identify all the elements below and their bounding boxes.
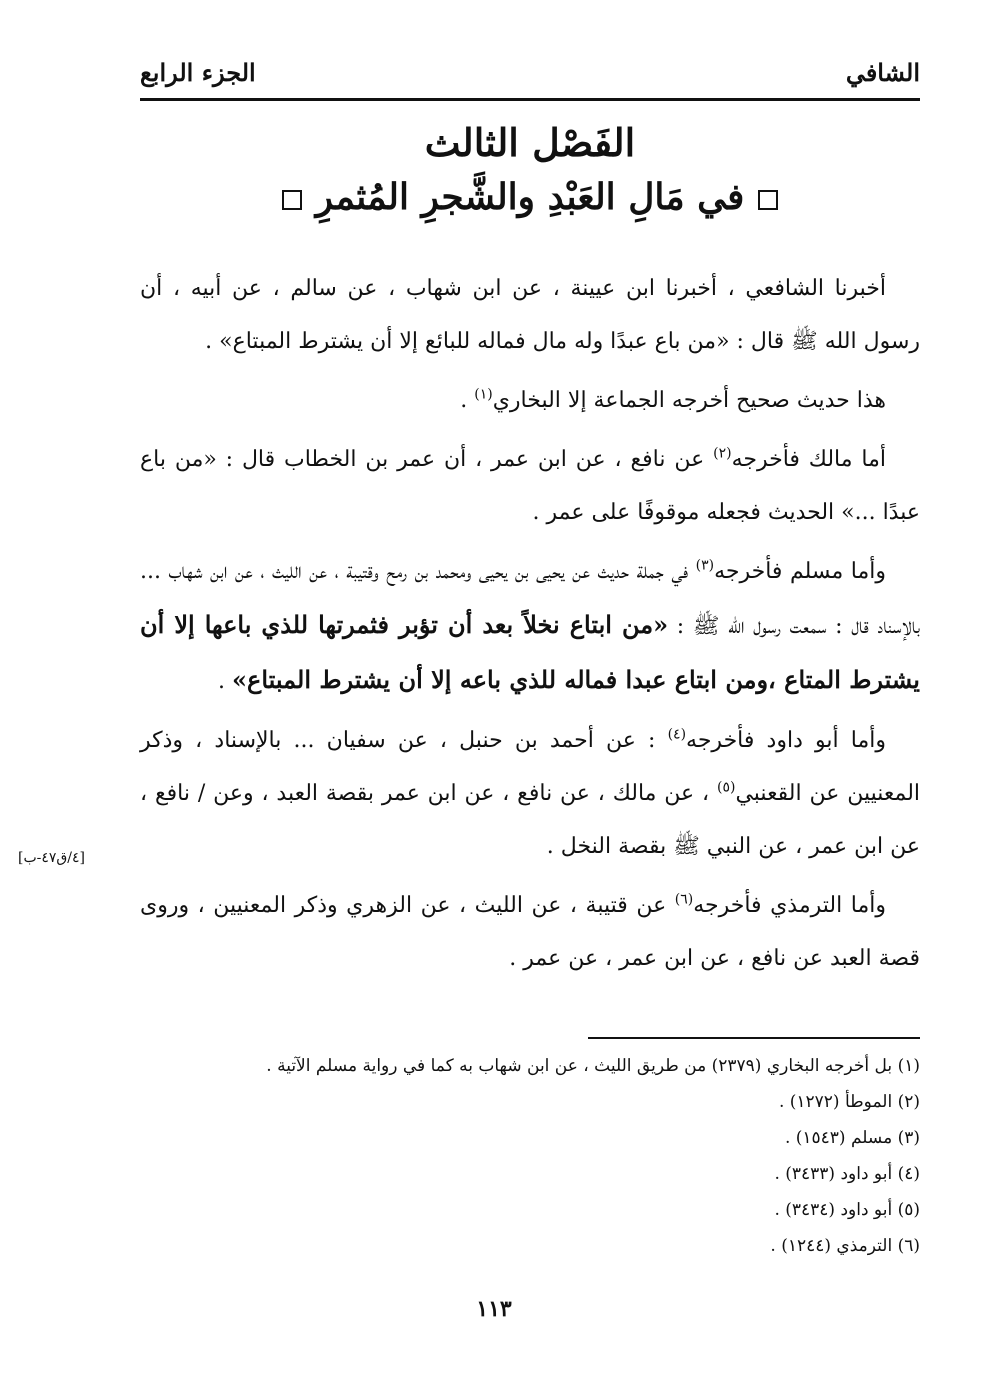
text-segment: في جملة حديث عن يحيى بن يحيى ومحمد بن رمح وقتيبة ، عن الليث ، عن ابن شهاب ... بالإسناد قال : سمعت رسول الله ﷺ : (140, 559, 921, 639)
manuscript-folio-note: [٤/ق٤٧-ب] (18, 850, 86, 866)
footnote-separator (588, 1037, 920, 1039)
chapter-subtitle-text: في مَالِ العَبْدِ والشَّجرِ المُثمرِ (315, 176, 745, 218)
text-segment: عن قتيبة ، عن الليث ، عن الزهري وذكر المعنيين ، وروى قصة العبد عن نافع ، عن ابن عمر ، عن عمر . (140, 893, 920, 971)
running-header (140, 52, 920, 101)
footnotes (140, 1048, 920, 1264)
footnote-item: (٥) أبو داود (٣٤٣٤) . (774, 1200, 920, 1220)
footnote-reference: (٤) (667, 726, 687, 743)
text-segment: هذا حديث صحيح أخرجه الجماعة إلا البخاري (492, 388, 886, 413)
text-segment: أما مالك فأخرجه (731, 447, 887, 472)
footnote-item: (٦) الترمذي (١٢٤٤) . (770, 1236, 920, 1256)
chapter-subtitle (140, 176, 920, 218)
footnote-reference: (٢) (713, 445, 732, 462)
text-segment: ، عن مالك ، عن نافع ، عن ابن عمر بقصة العبد ، وعن / نافع ، عن ابن عمر ، عن النبي ﷺ بقصة النخل . (140, 781, 920, 859)
volume-label-header: الجزء الرابع (140, 58, 256, 87)
box-ornament-icon (282, 190, 302, 210)
paragraph (140, 714, 920, 873)
text-segment: . (218, 669, 233, 694)
footnote-reference: (٣) (695, 557, 715, 574)
chapter-title: الفَصْل الثالث (424, 120, 636, 165)
footnote-item: (٤) أبو داود (٣٤٣٣) . (774, 1164, 920, 1184)
text-segment: وأما الترمذي فأخرجه (693, 893, 886, 918)
text-segment: : عن أحمد بن حنبل ، عن سفيان ... بالإسناد ، وذكر المعنيين عن القعنبي (140, 728, 921, 806)
box-ornament-icon (758, 190, 778, 210)
text-segment: وأما مسلم فأخرجه (714, 559, 886, 584)
hadith-quote: «من ابتاع نخلاً بعد أن تؤبر فثمرتها للذي باعها إلا أن يشترط المتاع ،ومن ابتاع عبدا فماله للذي باعه إلا أن يشترط المبتاع» (140, 610, 920, 694)
footnote-reference: (١) (474, 386, 493, 403)
footnote-reference: (٦) (674, 891, 694, 908)
paragraph (140, 433, 920, 539)
book-title-header: الشافي (845, 58, 920, 87)
body-text (140, 262, 920, 991)
paragraph (140, 374, 920, 427)
footnote-item: (٣) مسلم (١٥٤٣) . (784, 1128, 920, 1148)
page-number: ١١٣ (476, 1296, 512, 1322)
text-segment: عن نافع ، عن ابن عمر ، أن عمر بن الخطاب قال : «من باع عبدًا ...» الحديث فجعله موقوفًا على عمر . (140, 447, 920, 525)
paragraph (140, 262, 920, 368)
text-segment: وأما أبو داود فأخرجه (686, 728, 886, 753)
text-segment: . (460, 388, 475, 413)
footnote-reference: (٥) (716, 779, 736, 796)
paragraph (140, 879, 920, 985)
paragraph (140, 545, 920, 708)
footnote-item: (٢) الموطأ (١٢٧٢) . (778, 1092, 920, 1112)
footnote-item: (١) بل أخرجه البخاري (٢٣٧٩) من طريق الليث ، عن ابن شهاب به كما في رواية مسلم الآتية . (266, 1056, 920, 1076)
text-segment: أخبرنا الشافعي ، أخبرنا ابن عيينة ، عن ابن شهاب ، عن سالم ، عن أبيه ، أن رسول الله ﷺ قال : «من باع عبدًا وله مال فماله للبائع إلا أن يشترط المبتاع» . (140, 276, 920, 354)
